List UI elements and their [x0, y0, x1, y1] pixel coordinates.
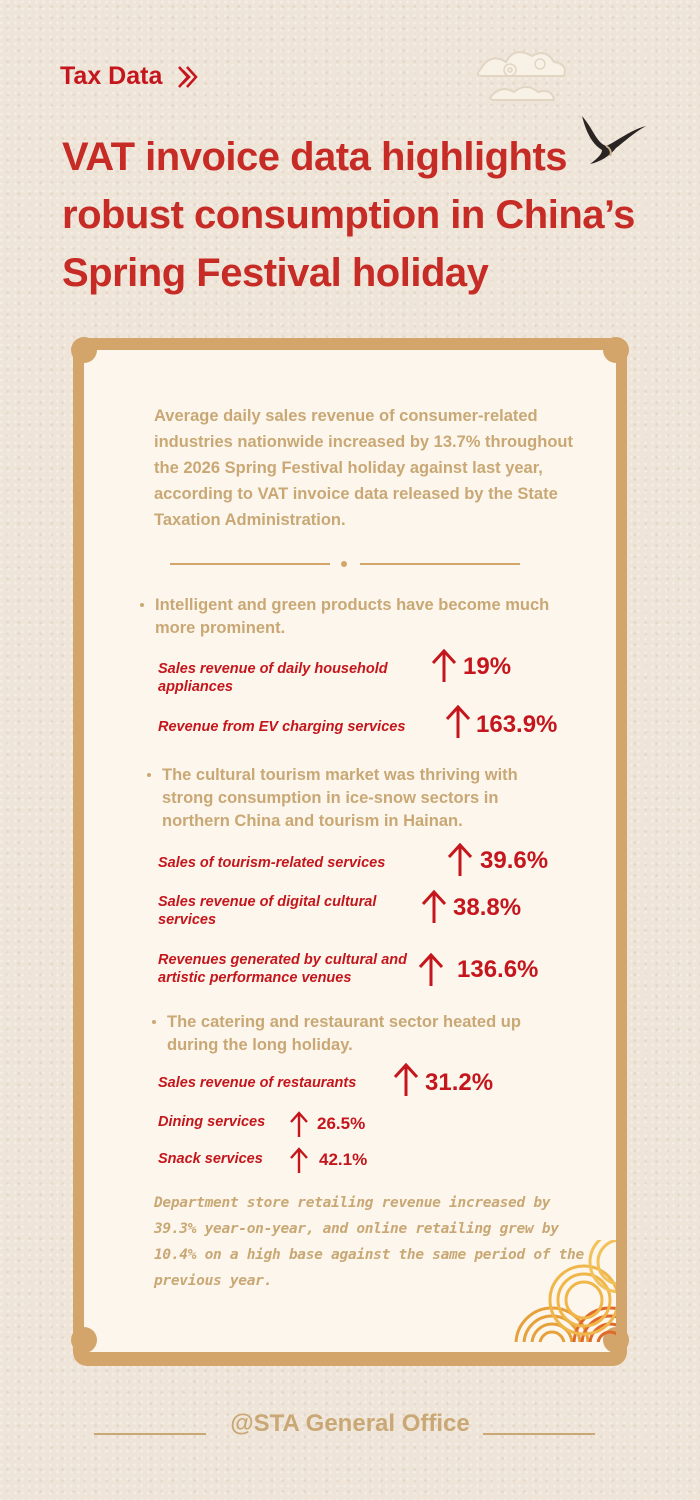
section-tag-label: Tax Data — [60, 62, 163, 90]
intro-text: Average daily sales revenue of consumer-related industries nationwide increased by 13.7% throughout the 2026 Spring Festival holiday against last year, according to VAT invoice data released by the State Taxation Administration. — [154, 407, 573, 529]
up-arrow-icon — [289, 1147, 309, 1175]
section-tag — [60, 62, 204, 91]
frame-corner — [603, 337, 629, 363]
double-chevron-right-icon — [176, 64, 204, 90]
stat-label: Sales revenue of daily household appliances — [158, 661, 388, 695]
bullet-point — [167, 1011, 567, 1057]
frame-corner — [71, 1327, 97, 1353]
bullet-text: The cultural tourism market was thriving with strong consumption in ice-snow sectors in northern China and tourism in Hainan. — [162, 766, 518, 830]
up-arrow-icon — [447, 842, 473, 878]
closing-text: Department store retailing revenue increased by 39.3% year-on-year, and online retailing grew by 10.4% on a high base against the same period of the previous year. — [154, 1195, 584, 1289]
stat-label: Revenue from EV charging services — [158, 719, 406, 735]
title-line: VAT invoice data highlights — [62, 135, 568, 179]
up-arrow-icon — [393, 1062, 419, 1098]
up-arrow-icon — [289, 1111, 309, 1139]
stat-value: 42.1% — [319, 1150, 368, 1169]
stat-value: 163.9% — [476, 711, 558, 738]
stat-label: Sales of tourism-related services — [158, 855, 386, 871]
up-arrow-icon — [445, 704, 471, 740]
footer — [0, 1410, 700, 1438]
stat-label: Snack services — [158, 1151, 263, 1167]
bullet-text: Intelligent and green products have become much more prominent. — [155, 596, 550, 637]
bullet-point — [162, 764, 562, 833]
stat-value: 39.6% — [480, 847, 549, 874]
stat-value: 19% — [463, 653, 512, 680]
up-arrow-icon — [431, 648, 457, 684]
up-arrow-icon — [418, 952, 444, 988]
up-arrow-icon — [421, 889, 447, 925]
stat-label: Sales revenue of digital cultural services — [158, 894, 377, 928]
stat-value: 26.5% — [317, 1114, 366, 1133]
stat-value: 38.8% — [453, 894, 522, 921]
footer-rule — [94, 1433, 206, 1435]
footer-credit: @STA General Office — [230, 1410, 470, 1437]
stat-value: 31.2% — [425, 1069, 494, 1096]
frame-corner — [71, 337, 97, 363]
divider — [170, 556, 520, 572]
stat-label: Revenues generated by cultural and artistic performance venues — [158, 952, 407, 986]
bullet-text: The catering and restaurant sector heated up during the long holiday. — [167, 1013, 521, 1054]
wave-ornament-icon — [512, 1240, 616, 1347]
page-title — [62, 128, 682, 302]
footer-rule — [483, 1433, 595, 1435]
bullet-point — [155, 594, 585, 640]
title-line: robust consumption in China’s — [62, 193, 635, 237]
title-line: Spring Festival holiday — [62, 251, 489, 295]
cloud-ornament-icon — [470, 40, 590, 115]
stat-label: Dining services — [158, 1114, 266, 1130]
stat-value: 136.6% — [457, 956, 539, 983]
stat-label: Sales revenue of restaurants — [158, 1075, 357, 1091]
